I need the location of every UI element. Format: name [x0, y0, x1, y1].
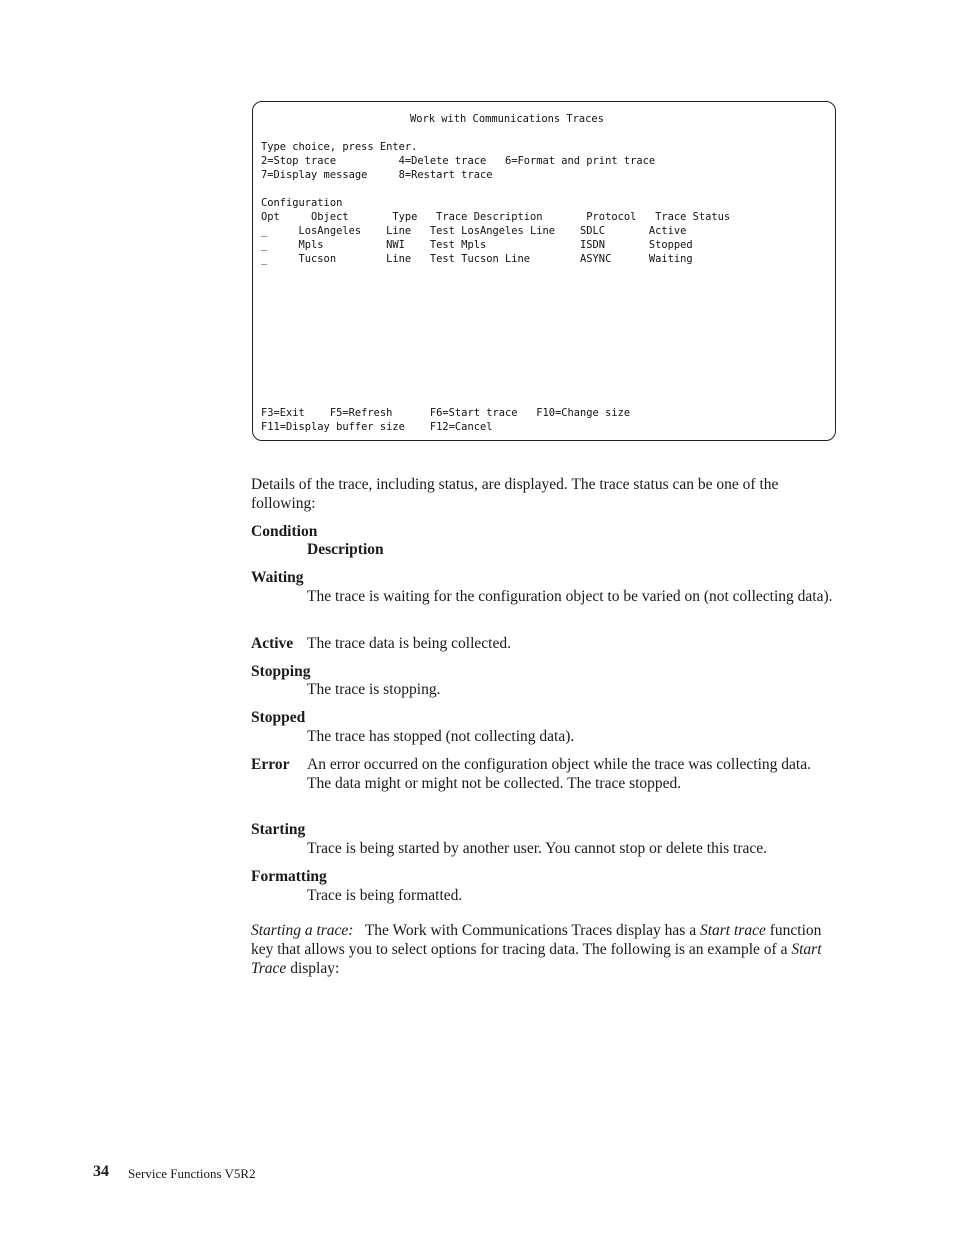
function-keys: F3=Exit F5=Refresh F6=Start trace F10=Change size F11=Display buffer size F12=Cancel — [261, 407, 631, 433]
status-term-stopping: Stopping — [251, 663, 311, 680]
status-term-starting: Starting — [251, 821, 306, 838]
status-desc-formatting: Trace is being formatted. — [307, 887, 463, 904]
screen-instructions: Type choice, press Enter. 2=Stop trace 4=Delete trace 6=Format and print trace 7=Display message 8=Restart trace — [261, 141, 656, 181]
condition-header: Condition — [251, 523, 318, 540]
status-term-formatting: Formatting — [251, 868, 327, 885]
status-term-stopped: Stopped — [251, 709, 306, 726]
start-trace-key-name: Start trace — [699, 922, 766, 939]
starting-trace-lead: Starting a trace: — [251, 922, 354, 939]
status-desc-starting: Trace is being started by another user. You cannot stop or delete this trace. — [307, 840, 768, 857]
starting-trace-text-2: function key that allows you to select options for tracing data. The following is an example of a — [251, 922, 822, 958]
status-desc-stopping: The trace is stopping. — [307, 681, 441, 698]
intro-paragraph: Details of the trace, including status, are displayed. The trace status can be one of the following: — [251, 476, 779, 512]
page-number: 34 — [93, 1163, 109, 1180]
status-desc-stopped: The trace has stopped (not collecting data). — [307, 728, 575, 745]
starting-trace-text-3: display: — [290, 960, 340, 977]
starting-trace-text-1: The Work with Communications Traces display has a — [364, 922, 697, 939]
status-desc-active: The trace data is being collected. — [307, 635, 511, 652]
description-header: Description — [307, 541, 384, 558]
trace-table: Configuration Opt Object Type Trace Description Protocol Trace Status _ LosAngeles Line Test LosAngeles Line SDLC Active _ Mpls NWI Test Mpls ISDN Stopped _ Tucson Line Test Tucson Line ASYNC Waiting — [261, 197, 731, 265]
start-trace-display-name: Start Trace — [251, 941, 822, 977]
status-term-waiting: Waiting — [251, 569, 304, 586]
status-term-active: Active — [251, 635, 294, 652]
status-desc-waiting: The trace is waiting for the configuration object to be varied on (not collecting data). — [307, 588, 833, 605]
screen-title: Work with Communications Traces — [410, 113, 604, 125]
status-term-error: Error — [251, 756, 290, 773]
starting-trace-paragraph — [251, 921, 841, 978]
status-desc-error: An error occurred on the configuration object while the trace was collecting data. The data might or might not be collected. The trace stopped. — [307, 756, 811, 792]
book-title: Service Functions V5R2 — [128, 1166, 256, 1181]
